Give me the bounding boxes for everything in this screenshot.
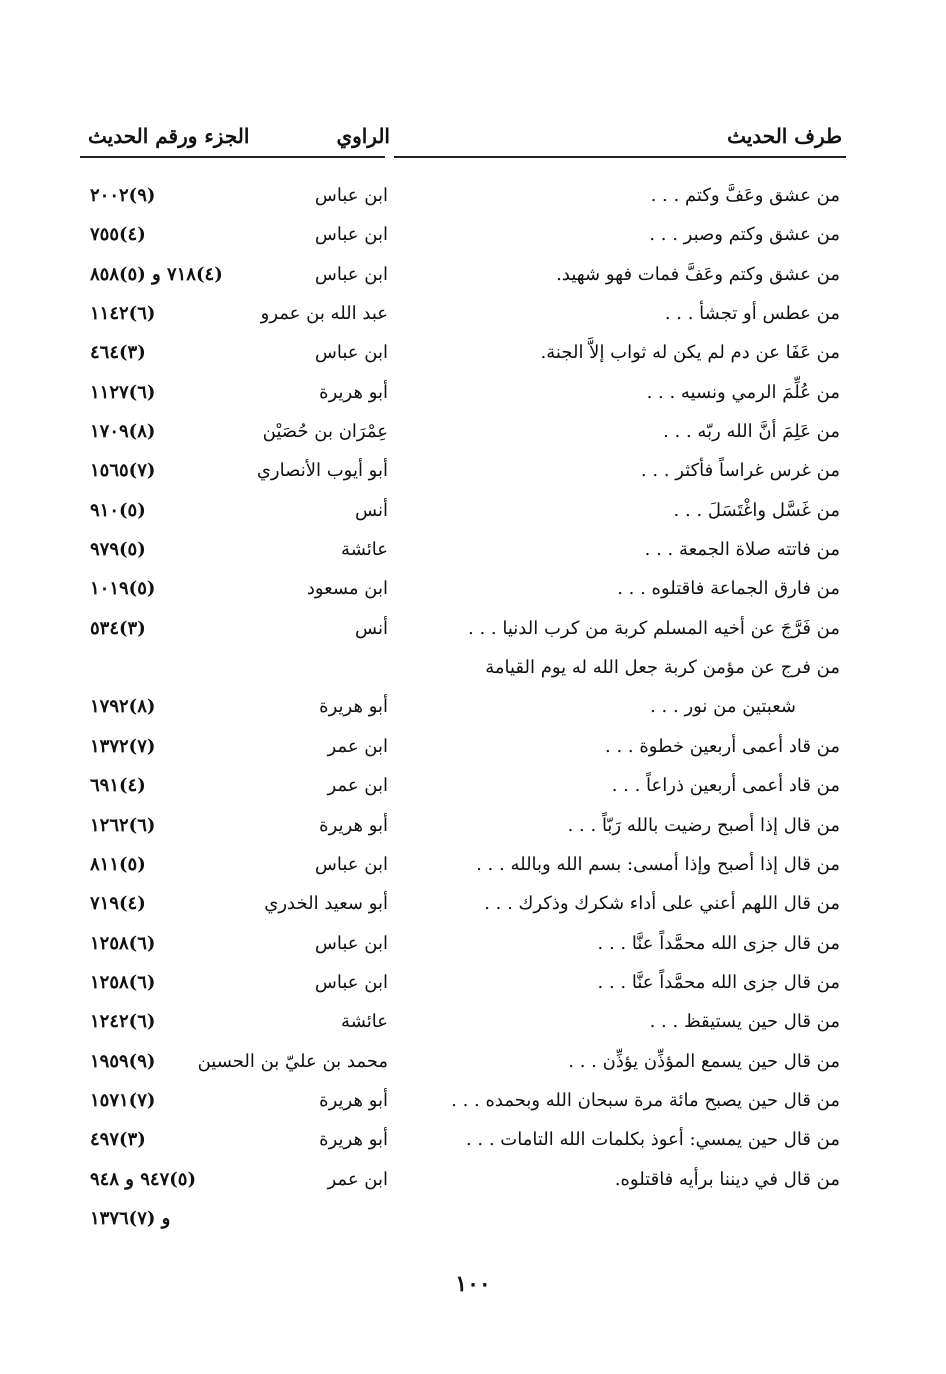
hadith-reference: (٧)١٣٧٢: [90, 735, 156, 757]
hadith-reference: (٧)١٥٦٥: [90, 460, 156, 482]
hadith-reference: (٥)٩٤٧ و ٩٤٨: [90, 1168, 196, 1190]
narrator-name: أنس: [355, 617, 388, 639]
table-row: [80, 375, 846, 414]
hadith-text: من قال حين يصبح مائة مرة سبحان الله وبحمده . . .: [451, 1089, 840, 1111]
table-row: [80, 847, 846, 886]
narrator-name: أبو هريرة: [319, 1129, 388, 1151]
narrator-name: أبو أيوب الأنصاري: [256, 460, 388, 482]
hadith-reference: و (٧)١٣٧٦: [90, 1207, 171, 1229]
hadith-reference: (٤)٦٩١: [90, 775, 146, 797]
table-row: [80, 886, 846, 925]
table-row: [80, 296, 846, 335]
hadith-reference: (٦)١٢٥٨: [90, 932, 156, 954]
narrator-name: ابن عباس: [314, 853, 388, 875]
narrator-name: أبو هريرة: [319, 1089, 388, 1111]
hadith-reference: (٣)٤٩٧: [90, 1129, 146, 1151]
narrator-name: محمد بن عليّ بن الحسين: [197, 1050, 388, 1072]
table-row: [80, 808, 846, 847]
hadith-reference: (٣)٥٣٤: [90, 617, 146, 639]
hadith-reference: (٦)١١٢٧: [90, 381, 156, 403]
header-rule-left: [80, 156, 385, 158]
hadith-text: من قاد أعمى أربعين خطوة . . .: [605, 735, 840, 757]
narrator-name: أبو سعيد الخدري: [264, 893, 388, 915]
hadith-reference: (٤)٧١٨ و (٥)٨٥٨: [90, 263, 223, 285]
header-narrator-column: الراوي: [336, 124, 390, 148]
hadith-text: من فاتته صلاة الجمعة . . .: [644, 539, 840, 561]
table-row: [80, 1044, 846, 1083]
page-number: ١٠٠: [455, 1271, 491, 1297]
narrator-name: عائشة: [341, 539, 388, 561]
hadith-reference: (٤)٧٥٥: [90, 224, 146, 246]
hadith-text: من فرج عن مؤمن كربة جعل الله له يوم القيامة: [485, 657, 840, 679]
table-row: [80, 1122, 846, 1161]
table-row: [80, 1162, 846, 1201]
hadith-reference: (٥)٨١١: [90, 853, 146, 875]
hadith-text: من عشق وكتم وصبر . . .: [649, 224, 840, 246]
hadith-text: من قال إذا أصبح وإذا أمسى: بسم الله وبالله . . .: [476, 853, 840, 875]
hadith-text: من قال إذا أصبح رضيت بالله رَبّاً . . .: [567, 814, 840, 836]
hadith-text: من قال حين يسمع المؤذِّن يؤذِّن . . .: [568, 1050, 840, 1072]
hadith-reference: (٨)١٧٩٢: [90, 696, 156, 718]
narrator-name: ابن عباس: [314, 971, 388, 993]
narrator-name: أنس: [355, 499, 388, 521]
hadith-text: من عَلِمَ أنَّ الله ربّه . . .: [663, 421, 840, 443]
table-row: [80, 729, 846, 768]
narrator-name: ابن عباس: [314, 263, 388, 285]
table-row: [80, 532, 846, 571]
narrator-name: عائشة: [341, 1011, 388, 1033]
hadith-reference: (٦)١٢٦٢: [90, 814, 156, 836]
narrator-name: ابن عباس: [314, 342, 388, 364]
table-row: [80, 257, 846, 296]
narrator-name: أبو هريرة: [319, 381, 388, 403]
hadith-reference: (٣)٤٦٤: [90, 342, 146, 364]
hadith-text: من غرس غراساً فأكثر . . .: [640, 460, 840, 482]
table-row: [80, 650, 846, 689]
header-reference-column: الجزء ورقم الحديث: [88, 124, 250, 148]
table-row: [80, 926, 846, 965]
table-row: [80, 1004, 846, 1043]
hadith-text: من عشق وكتم وعَفَّ فمات فهو شهيد.: [556, 263, 840, 285]
narrator-name: أبو هريرة: [319, 814, 388, 836]
narrator-name: ابن عباس: [314, 932, 388, 954]
hadith-text: من قاد أعمى أربعين ذراعاً . . .: [611, 775, 840, 797]
table-row: [80, 689, 846, 728]
hadith-text: من قال اللهم أعني على أداء شكرك وذكرك . . .: [484, 893, 840, 915]
header-rule-right: [394, 156, 846, 158]
hadith-text: من فَرَّجَ عن أخيه المسلم كربة من كرب الدنيا . . .: [468, 617, 840, 639]
table-row: [80, 768, 846, 807]
hadith-reference: (٩)١٩٥٩: [90, 1050, 156, 1072]
hadith-text: من قال جزى الله محمَّداً عنَّا . . .: [597, 932, 840, 954]
table-row: [80, 414, 846, 453]
hadith-text: شعبتين من نور . . .: [650, 696, 796, 718]
hadith-text: من عَفَا عن دم لم يكن له ثواب إلاَّ الجنة.: [540, 342, 840, 364]
narrator-name: ابن عمر: [327, 735, 388, 757]
hadith-reference: (٥)٩١٠: [90, 499, 146, 521]
table-row: [80, 335, 846, 374]
narrator-name: ابن عمر: [327, 775, 388, 797]
hadith-text: من عُلِّمَ الرمي ونسيه . . .: [646, 381, 840, 403]
hadith-reference: (٤)٧١٩: [90, 893, 146, 915]
hadith-reference: (٥)٩٧٩: [90, 539, 146, 561]
narrator-name: ابن عباس: [314, 224, 388, 246]
hadith-reference: (٥)١٠١٩: [90, 578, 156, 600]
table-row: [80, 1201, 846, 1240]
hadith-reference: (٧)١٥٧١: [90, 1089, 156, 1111]
hadith-reference: (٦)١٢٥٨: [90, 971, 156, 993]
table-header: [80, 118, 846, 160]
hadith-text: من قال جزى الله محمَّداً عنَّا . . .: [597, 971, 840, 993]
table-row: [80, 965, 846, 1004]
hadith-reference: (٦)١٢٤٢: [90, 1011, 156, 1033]
table-row: [80, 1083, 846, 1122]
table-row: [80, 178, 846, 217]
header-hadith-column: طرف الحديث: [727, 124, 842, 148]
table-row: [80, 493, 846, 532]
hadith-text: من غَسَّل واغْتَسَلَ . . .: [673, 499, 840, 521]
hadith-text: من عشق وعَفَّ وكتم . . .: [650, 185, 840, 206]
hadith-text: من قال حين يستيقظ . . .: [649, 1011, 840, 1033]
hadith-reference: (٦)١١٤٢: [90, 303, 156, 325]
hadith-text: من قال في ديننا برأيه فاقتلوه.: [614, 1168, 840, 1190]
hadith-reference: (٩)٢٠٠٢: [90, 185, 156, 206]
narrator-name: أبو هريرة: [319, 696, 388, 718]
narrator-name: ابن مسعود: [306, 578, 388, 600]
narrator-name: عِمْرَان بن حُصَيْن: [262, 421, 388, 443]
hadith-text: من قال حين يمسي: أعوذ بكلمات الله التامات . . .: [465, 1129, 840, 1151]
narrator-name: عبد الله بن عمرو: [260, 303, 388, 325]
hadith-text: من فارق الجماعة فاقتلوه . . .: [617, 578, 840, 600]
table-row: [80, 453, 846, 492]
narrator-name: ابن عمر: [327, 1168, 388, 1190]
table-row: [80, 571, 846, 610]
table-row: [80, 217, 846, 256]
table-row: [80, 611, 846, 650]
narrator-name: ابن عباس: [314, 185, 388, 206]
hadith-reference: (٨)١٧٠٩: [90, 421, 156, 443]
hadith-text: من عطس أو تجشأ . . .: [664, 303, 840, 325]
index-rows: [80, 178, 846, 1240]
